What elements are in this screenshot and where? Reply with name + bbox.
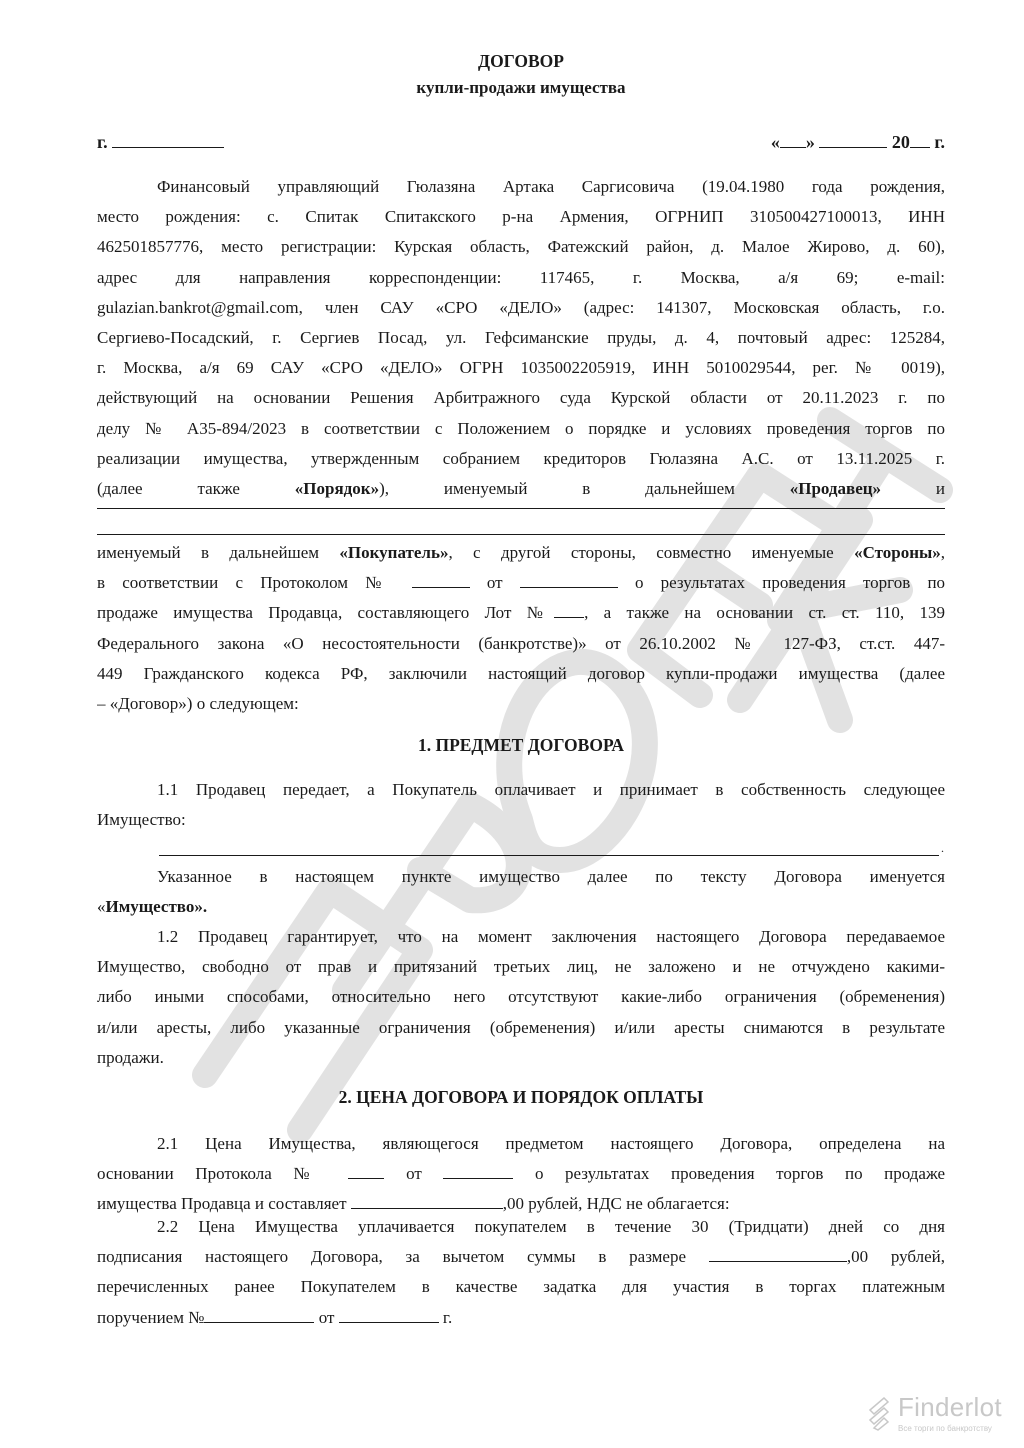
- preamble-line: место рождения: с. Спитак Спитакского р-на Армения, ОГРНИП 310500427100013, ИНН: [97, 207, 945, 227]
- clause-line: 2.2 Цена Имущества уплачивается покупателем в течение 30 (Тридцати) дней со дня: [157, 1217, 945, 1236]
- clause-line: [97, 1159, 945, 1189]
- clause-line: продажи.: [97, 1047, 164, 1067]
- day-blank[interactable]: [780, 131, 806, 148]
- buyer-line: – «Договор») о следующем:: [97, 693, 299, 713]
- preamble-line: реализации имущества, утвержденным собранием кредиторов Гюлазяна А.С. от 13.11.2025 г.: [97, 448, 945, 468]
- preamble-line: Финансовый управляющий Гюлазяна Артака Саргисовича (19.04.1980 года рождения,: [157, 177, 945, 196]
- clause-line: [97, 892, 945, 922]
- property-description-blank[interactable]: [159, 855, 939, 856]
- property-naming: [97, 862, 945, 922]
- text-fragment: и: [935, 478, 945, 498]
- date-suffix: г.: [934, 132, 945, 152]
- text-fragment: (далее: [97, 478, 143, 498]
- finderlot-logo: [866, 1392, 1022, 1444]
- term-seller: «Продавец»: [789, 478, 882, 498]
- deposit-amount-blank[interactable]: [709, 1246, 847, 1262]
- clause-2-1: [97, 1129, 945, 1220]
- payment-order-date-blank[interactable]: [339, 1307, 439, 1323]
- date-open-quote: «: [770, 132, 780, 152]
- text-fragment: , с другой стороны, совместно именуемые: [448, 543, 855, 562]
- buyer-line: [97, 568, 945, 598]
- clause-line: перечисленных ранее Покупателем в качестве задатка для участия в торгах платежным: [97, 1277, 945, 1297]
- document-title: ДОГОВОР: [478, 51, 564, 71]
- text-fragment: ),: [379, 478, 389, 498]
- preamble-line: 462501857776, место регистрации: Курская область, Фатежский район, д. Малое Жирово, д. 60),: [97, 237, 945, 257]
- clause-line: [97, 1242, 945, 1272]
- year-blank[interactable]: [910, 131, 930, 148]
- clause-line: либо иными способами, относительно него отсутствуют какие-либо ограничения (обременения): [97, 987, 945, 1007]
- payment-order-number-blank[interactable]: [204, 1307, 314, 1323]
- finderlot-tagline: Все торги по банкротству: [898, 1424, 992, 1433]
- text-fragment: , а также на основании ст. ст. 110, 139: [584, 603, 945, 623]
- text-fragment: о результатах проведения торгов по продаже: [534, 1164, 945, 1184]
- text-fragment: от: [406, 1164, 422, 1184]
- document-subtitle: купли-продажи имущества: [416, 78, 626, 97]
- clause-line: Указанное в настоящем пункте имущество далее по тексту Договора именуется: [157, 867, 945, 886]
- text-fragment: от: [318, 1307, 335, 1327]
- text-fragment: дальнейшем: [645, 478, 735, 498]
- term-order: «Порядок»: [294, 478, 380, 498]
- preamble-last-line: [97, 474, 945, 504]
- term-parties: «Стороны»: [854, 543, 941, 562]
- protocol-date-blank[interactable]: [520, 572, 618, 588]
- city-blank[interactable]: [112, 131, 224, 148]
- finderlot-name: Finderlot: [898, 1392, 1002, 1422]
- clause-line: [97, 1303, 945, 1333]
- text-fragment: именуемый в дальнейшем: [97, 543, 340, 562]
- year-prefix: 20: [891, 132, 910, 152]
- month-blank[interactable]: [819, 131, 887, 148]
- buyer-line: [97, 598, 945, 628]
- preamble-line: gulazian.bankrot@gmail.com, член САУ «СРО «ДЕЛО» (адрес: 141307, Московская область, г.о.: [97, 297, 945, 317]
- preamble-line: делу № А35-894/2023 в соответствии с Положением о порядке и условиях проведения торгов по: [97, 418, 945, 438]
- text-fragment: от: [486, 573, 503, 593]
- clause-line: Имущество:: [97, 810, 186, 830]
- city-prefix: г.: [97, 132, 108, 152]
- preamble-paragraph: [97, 172, 945, 504]
- buyer-blank-line-1[interactable]: [97, 508, 945, 509]
- buyer-line: Федерального закона «О несостоятельности (банкротстве)» от 26.10.2002 № 127-ФЗ, ст.ст. 447-: [97, 633, 945, 653]
- clause-line: и/или аресты, либо указанные ограничения (обременения) и/или аресты снимаются в результате: [97, 1017, 945, 1037]
- text-fragment: основании Протокола №: [97, 1164, 327, 1184]
- clause-1-2: [97, 922, 945, 1073]
- preamble-line: г. Москва, а/я 69 САУ «СРО «ДЕЛО» ОГРН 1035002205919, ИНН 5010029544, рег. № 0019),: [97, 358, 945, 378]
- clause-line: Имущество, свободно от прав и притязаний третьих лиц, не заложено и не отчуждено какими-: [97, 957, 945, 977]
- property-blank-period: .: [941, 841, 944, 855]
- price-amount-blank[interactable]: [351, 1193, 503, 1209]
- text-fragment: продаже имущества Продавца, составляющего Лот №: [97, 603, 555, 623]
- text-fragment: также: [197, 478, 240, 498]
- clause-line: 2.1 Цена Имущества, являющегося предметом настоящего Договора, определена на: [157, 1134, 945, 1153]
- text-fragment: ,00 рублей, НДС не облагается:: [502, 1194, 730, 1214]
- date-field: [771, 131, 945, 153]
- section-2-heading: 2. ЦЕНА ДОГОВОРА И ПОРЯДОК ОПЛАТЫ: [338, 1087, 704, 1107]
- city-field: [97, 131, 224, 153]
- term-buyer: «Покупатель»: [339, 543, 449, 562]
- buyer-blank-line-2[interactable]: [97, 534, 945, 535]
- text-fragment: ,00 рублей,: [846, 1247, 945, 1267]
- clause-1-1: [97, 775, 945, 835]
- text-fragment: в соответствии с Протоколом №: [97, 573, 395, 593]
- buyer-line: 449 Гражданского кодекса РФ, заключили настоящий договор купли-продажи имущества (далее: [97, 663, 945, 683]
- protocol-number-blank[interactable]: [412, 572, 470, 588]
- preamble-line: Сергиево-Посадский, г. Сергиев Посад, ул. Гефсиманские пруды, д. 4, почтовый адрес: 125284,: [97, 327, 945, 347]
- lot-number-blank[interactable]: [554, 602, 584, 618]
- text-fragment: имущества Продавца и составляет: [97, 1194, 351, 1214]
- clause-2-2: [97, 1212, 945, 1333]
- preamble-line: адрес для направления корреспонденции: 117465, г. Москва, а/я 69; e-mail:: [97, 267, 945, 287]
- buyer-line: [97, 538, 945, 568]
- finderlot-logo-icon: [866, 1396, 894, 1432]
- text-fragment: поручением №: [97, 1307, 205, 1327]
- clause-line: 1.1 Продавец передает, а Покупатель оплачивает и принимает в собственность следующее: [157, 780, 945, 799]
- term-property: Имущество».: [105, 897, 208, 917]
- price-protocol-date-blank[interactable]: [443, 1163, 513, 1179]
- text-fragment: «: [97, 897, 106, 917]
- price-protocol-number-blank[interactable]: [348, 1163, 384, 1179]
- text-fragment: ,: [940, 543, 945, 562]
- preamble-line: действующий на основании Решения Арбитражного суда Курской области от 20.11.2023 г. по: [97, 388, 945, 408]
- clause-line: 1.2 Продавец гарантирует, что на момент заключения настоящего Договора передаваемое: [157, 927, 945, 946]
- text-fragment: в: [582, 478, 591, 498]
- text-fragment: именуемый: [443, 478, 528, 498]
- text-fragment: г.: [442, 1307, 453, 1327]
- text-fragment: о результатах проведения торгов по: [634, 573, 945, 593]
- buyer-paragraph: [97, 538, 945, 719]
- text-fragment: подписания настоящего Договора, за вычетом суммы в размере: [97, 1247, 687, 1267]
- date-close-quote: »: [805, 132, 815, 152]
- section-1-heading: 1. ПРЕДМЕТ ДОГОВОРА: [417, 735, 625, 755]
